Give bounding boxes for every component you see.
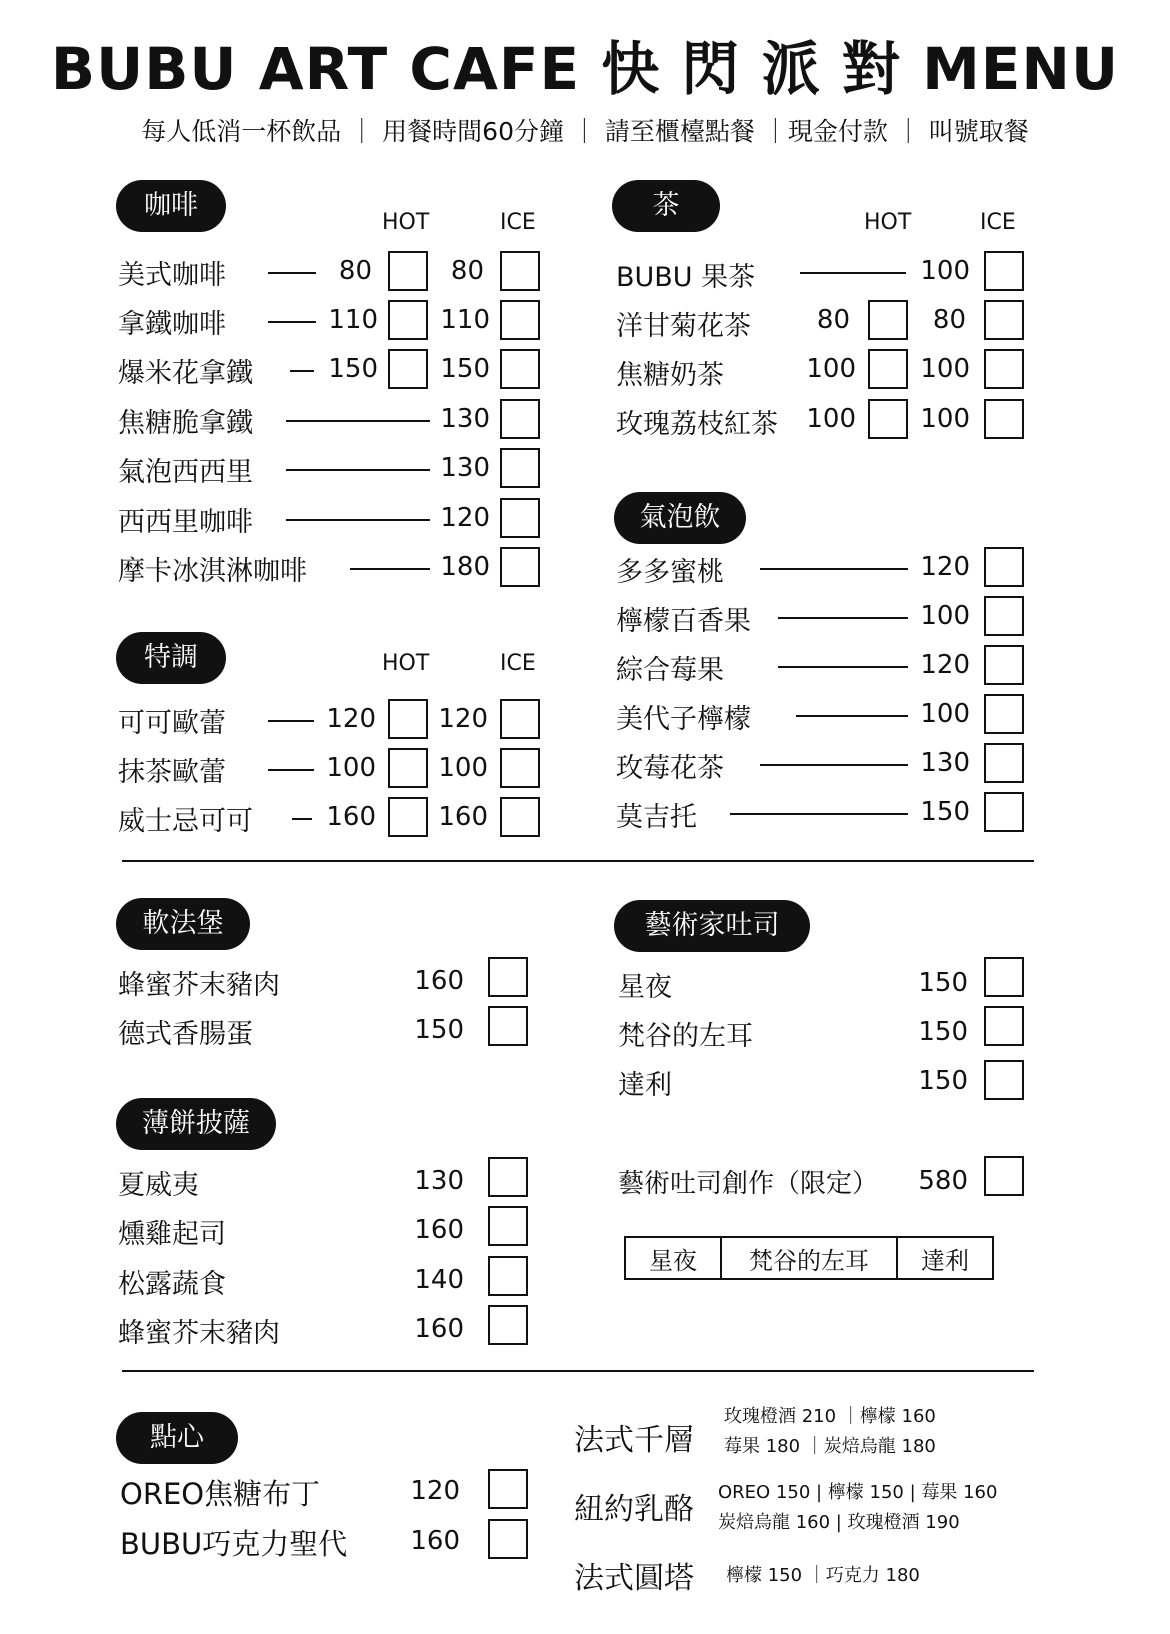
leader-line: [760, 568, 908, 570]
menu-item-name: 洋甘菊花茶: [616, 311, 751, 342]
toast-option-dali[interactable]: 達利: [896, 1238, 992, 1278]
order-checkbox[interactable]: [488, 1206, 528, 1246]
menu-item-name: 德式香腸蛋: [118, 1019, 253, 1050]
price: 140: [414, 1265, 464, 1295]
order-checkbox[interactable]: [984, 792, 1024, 832]
section-label-pizza: 薄餅披薩: [116, 1098, 276, 1150]
dessert-name: 法式千層: [574, 1423, 694, 1458]
dessert-flavors: 檸檬 150 ｜巧克力 180: [726, 1565, 920, 1586]
section-label-snack: 點心: [116, 1412, 238, 1464]
section-label-toast: 藝術家吐司: [614, 900, 810, 952]
order-checkbox-ice[interactable]: [500, 547, 540, 587]
menu-item-name: 玫瑰荔枝紅茶: [616, 409, 778, 440]
menu-item-name: 焦糖奶茶: [616, 360, 724, 391]
leader-line: [286, 420, 430, 422]
price-hot: 110: [328, 305, 378, 335]
price-hot: 150: [328, 354, 378, 384]
order-checkbox[interactable]: [488, 1006, 528, 1046]
column-hot-label: HOT: [382, 651, 430, 676]
order-checkbox[interactable]: [488, 1469, 528, 1509]
section-label-sparkling: 氣泡飲: [614, 492, 746, 544]
menu-item-name: 星夜: [618, 972, 672, 1003]
order-checkbox-ice[interactable]: [500, 349, 540, 389]
price: 160: [410, 1526, 460, 1556]
dessert-flavors: 莓果 180 ｜炭焙烏龍 180: [724, 1436, 936, 1457]
price-ice: 120: [440, 503, 490, 533]
section-label-coffee: 咖啡: [116, 180, 226, 232]
order-checkbox-ice[interactable]: [984, 349, 1024, 389]
price: 150: [918, 1066, 968, 1096]
order-checkbox[interactable]: [984, 743, 1024, 783]
menu-item-name: 拿鐵咖啡: [118, 309, 226, 340]
order-checkbox[interactable]: [488, 1157, 528, 1197]
section-label-tea: 茶: [612, 180, 720, 232]
section-label-special: 特調: [116, 632, 226, 684]
order-checkbox[interactable]: [488, 1305, 528, 1345]
column-ice-label: ICE: [500, 651, 536, 676]
order-checkbox-ice[interactable]: [500, 748, 540, 788]
order-checkbox-ice[interactable]: [500, 399, 540, 439]
order-checkbox[interactable]: [984, 957, 1024, 997]
menu-item-name: 玫莓花茶: [616, 753, 724, 784]
price-ice: 130: [440, 404, 490, 434]
order-checkbox[interactable]: [488, 1519, 528, 1559]
menu-item-name: 檸檬百香果: [616, 606, 751, 637]
section-divider: [122, 860, 1034, 862]
leader-line: [796, 715, 908, 717]
toast-option-van-gogh-ear[interactable]: 梵谷的左耳: [720, 1238, 896, 1278]
menu-item-name: 摩卡冰淇淋咖啡: [118, 556, 307, 587]
dessert-name: 紐約乳酪: [574, 1492, 694, 1527]
menu-item-name: BUBU巧克力聖代: [120, 1527, 348, 1561]
menu-item-name: 抹茶歐蕾: [118, 757, 226, 788]
order-checkbox[interactable]: [984, 1006, 1024, 1046]
price-hot: 80: [816, 305, 850, 335]
price: 130: [920, 748, 970, 778]
leader-line: [800, 272, 906, 274]
menu-item-name: 美式咖啡: [118, 260, 226, 291]
price: 100: [920, 601, 970, 631]
menu-item-name: 松露蔬食: [118, 1269, 226, 1300]
menu-item-name: 夏威夷: [118, 1170, 199, 1201]
menu-item-name: OREO焦糖布丁: [120, 1477, 321, 1511]
price-hot: 160: [326, 802, 376, 832]
price: 120: [920, 650, 970, 680]
toast-style-options: [624, 1236, 994, 1280]
column-hot-label: HOT: [382, 210, 430, 235]
dessert-flavors: OREO 150 | 檸檬 150 | 莓果 160: [718, 1482, 998, 1503]
price-hot: 100: [326, 753, 376, 783]
price: 150: [920, 797, 970, 827]
price-ice: 110: [440, 305, 490, 335]
menu-item-name: 蜂蜜芥末豬肉: [118, 970, 280, 1001]
price: 130: [414, 1166, 464, 1196]
price-ice: 100: [920, 256, 970, 286]
order-checkbox[interactable]: [984, 547, 1024, 587]
menu-item-name: 蜂蜜芥末豬肉: [118, 1318, 280, 1349]
dessert-flavors: 玫瑰橙酒 210 ｜檸檬 160: [724, 1406, 936, 1427]
leader-line: [730, 813, 908, 815]
price-hot: 100: [806, 404, 856, 434]
price: 120: [410, 1476, 460, 1506]
menu-item-name: 達利: [618, 1070, 672, 1101]
menu-item-name: 藝術吐司創作（限定）: [618, 1169, 879, 1199]
dessert-name: 法式圓塔: [574, 1561, 694, 1596]
order-checkbox-ice[interactable]: [500, 797, 540, 837]
menu-item-name: BUBU 果茶: [616, 262, 756, 293]
price-ice: 120: [438, 704, 488, 734]
menu-item-name: 多多蜜桃: [616, 557, 724, 588]
price-ice: 80: [932, 305, 966, 335]
order-checkbox-ice[interactable]: [500, 498, 540, 538]
menu-item-name: 燻雞起司: [118, 1219, 226, 1250]
price: 120: [920, 552, 970, 582]
toast-option-starry-night[interactable]: 星夜: [649, 1246, 697, 1275]
price: 150: [918, 1017, 968, 1047]
menu-item-name: 莫吉托: [616, 802, 697, 833]
leader-line: [778, 666, 908, 668]
price: 100: [920, 699, 970, 729]
price-ice: 160: [438, 802, 488, 832]
column-ice-label: ICE: [500, 210, 536, 235]
menu-item-name: 梵谷的左耳: [618, 1021, 753, 1052]
order-checkbox[interactable]: [984, 1156, 1024, 1196]
price: 160: [414, 1314, 464, 1344]
leader-line: [286, 519, 430, 521]
order-checkbox-ice[interactable]: [500, 251, 540, 291]
menu-item-name: 氣泡西西里: [118, 457, 253, 488]
menu-item-name: 爆米花拿鐵: [118, 358, 253, 389]
order-checkbox[interactable]: [488, 1256, 528, 1296]
price-hot: 120: [326, 704, 376, 734]
menu-item-name: 西西里咖啡: [118, 507, 253, 538]
order-checkbox[interactable]: [984, 1060, 1024, 1100]
price: 150: [414, 1015, 464, 1045]
price: 160: [414, 966, 464, 996]
price-hot: 80: [338, 256, 372, 286]
order-checkbox[interactable]: [984, 694, 1024, 734]
dessert-flavors: 炭焙烏龍 160 | 玫瑰橙酒 190: [718, 1512, 960, 1533]
column-hot-label: HOT: [864, 210, 912, 235]
price: 150: [918, 968, 968, 998]
leader-line: [286, 469, 430, 471]
order-checkbox[interactable]: [488, 957, 528, 997]
order-checkbox[interactable]: [984, 596, 1024, 636]
menu-item-name: 綜合莓果: [616, 655, 724, 686]
leader-line: [778, 617, 908, 619]
section-divider: [122, 1370, 1034, 1372]
price-ice: 150: [440, 354, 490, 384]
order-checkbox-ice[interactable]: [500, 448, 540, 488]
order-checkbox[interactable]: [984, 645, 1024, 685]
order-checkbox-ice[interactable]: [984, 300, 1024, 340]
leader-line: [760, 764, 908, 766]
price-hot: 100: [806, 354, 856, 384]
menu-item-name: 焦糖脆拿鐵: [118, 408, 253, 439]
order-checkbox-ice[interactable]: [500, 300, 540, 340]
price-ice: 80: [450, 256, 484, 286]
price-ice: 100: [920, 354, 970, 384]
menu-item-name: 美代子檸檬: [616, 704, 751, 735]
price-ice: 100: [920, 404, 970, 434]
order-checkbox-ice[interactable]: [984, 251, 1024, 291]
section-label-burger: 軟法堡: [116, 898, 250, 950]
price: 160: [414, 1215, 464, 1245]
price-ice: 100: [438, 753, 488, 783]
price-ice: 130: [440, 453, 490, 483]
menu-notes: 每人低消一杯飲品 ｜ 用餐時間60分鐘 ｜ 請至櫃檯點餐 ｜現金付款 ｜ 叫號取餐: [141, 117, 1029, 146]
order-checkbox-ice[interactable]: [500, 699, 540, 739]
price-ice: 180: [440, 552, 490, 582]
column-ice-label: ICE: [980, 210, 1016, 235]
menu-title: BUBU ART CAFE 快 閃 派 對 MENU: [50, 35, 1120, 103]
leader-line: [350, 568, 430, 570]
price: 580: [918, 1166, 968, 1196]
menu-item-name: 可可歐蕾: [118, 708, 226, 739]
order-checkbox-ice[interactable]: [984, 399, 1024, 439]
menu-item-name: 威士忌可可: [118, 806, 253, 837]
